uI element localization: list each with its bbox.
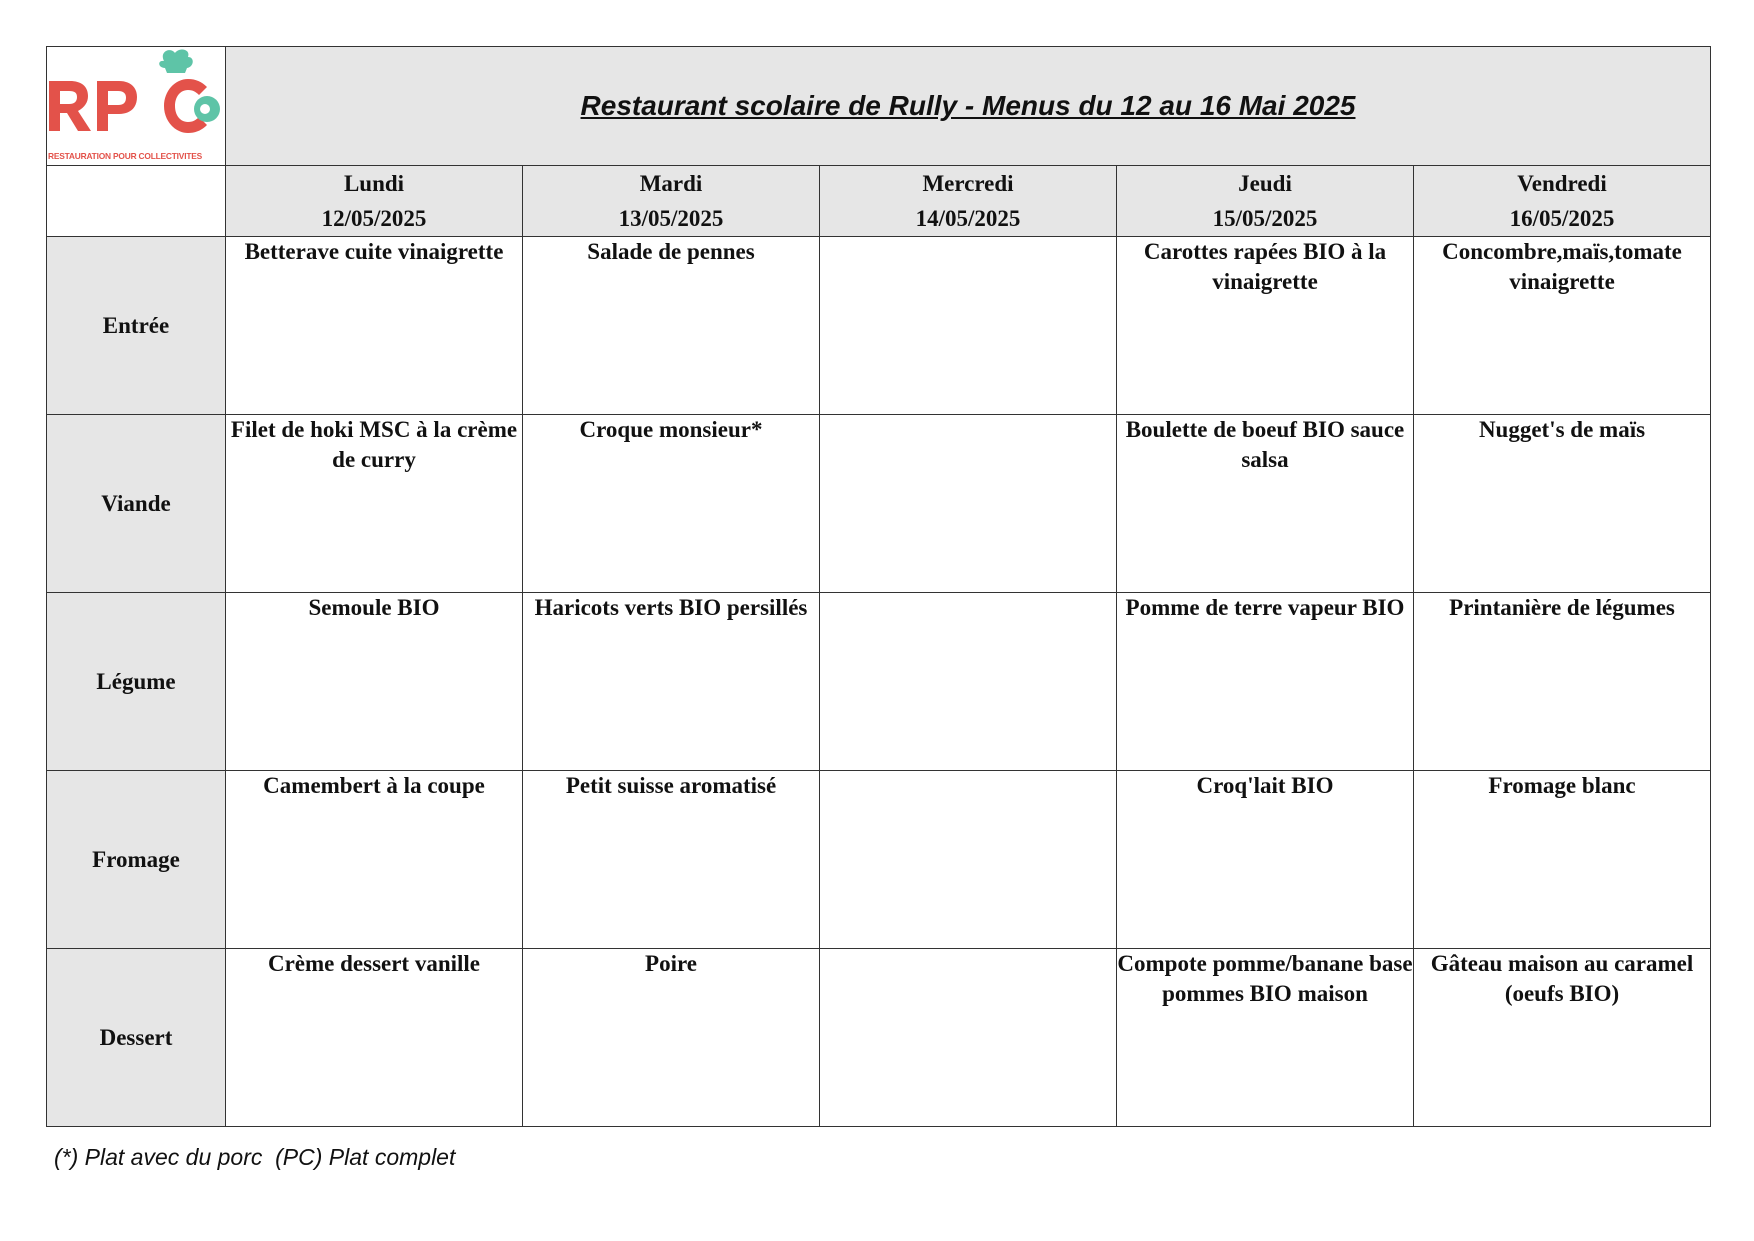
- course-label: Entrée: [47, 237, 226, 415]
- day-header-wednesday: [820, 166, 1117, 237]
- dish-cell: Boulette de boeuf BIO sauce salsa: [1117, 415, 1414, 593]
- day-name: Vendredi: [1517, 171, 1607, 196]
- dish-cell: Salade de pennes: [523, 237, 820, 415]
- day-date: 13/05/2025: [618, 206, 724, 231]
- dish-cell: Betterave cuite vinaigrette: [226, 237, 523, 415]
- dish-cell: Crème dessert vanille: [226, 949, 523, 1127]
- logo-subtitle: RESTAURATION POUR COLLECTIVITES: [48, 151, 203, 161]
- course-label: Fromage: [47, 771, 226, 949]
- day-date: 14/05/2025: [915, 206, 1021, 231]
- dish-cell: Petit suisse aromatisé: [523, 771, 820, 949]
- day-name: Lundi: [343, 171, 405, 196]
- dish-cell: Semoule BIO: [226, 593, 523, 771]
- dish-cell: Compote pomme/banane base pommes BIO maison: [1117, 949, 1414, 1127]
- day-name: Mercredi: [922, 171, 1014, 196]
- course-label: Viande: [47, 415, 226, 593]
- dish-cell: [820, 237, 1117, 415]
- dish-cell: Nugget's de maïs: [1414, 415, 1711, 593]
- day-header-friday: [1414, 166, 1711, 237]
- dish-cell: Fromage blanc: [1414, 771, 1711, 949]
- course-row-legume: [47, 593, 1711, 771]
- chef-hat-icon: [159, 50, 193, 73]
- dish-cell: Printanière de légumes: [1414, 593, 1711, 771]
- day-header-monday: [226, 166, 523, 237]
- day-header-tuesday: [523, 166, 820, 237]
- dish-cell: [820, 949, 1117, 1127]
- day-date: 15/05/2025: [1212, 206, 1318, 231]
- day-header-thursday: [1117, 166, 1414, 237]
- dish-cell: [820, 415, 1117, 593]
- footnote: (*) Plat avec du porc (PC) Plat complet: [54, 1144, 456, 1170]
- menu-table: [46, 46, 1711, 1127]
- day-date: 16/05/2025: [1509, 206, 1615, 231]
- course-row-fromage: [47, 771, 1711, 949]
- dish-cell: Camembert à la coupe: [226, 771, 523, 949]
- day-name: Jeudi: [1238, 171, 1292, 196]
- dish-cell: Croque monsieur*: [523, 415, 820, 593]
- logo-cell: [47, 47, 226, 166]
- dish-cell: [820, 593, 1117, 771]
- rpc-logo-mark: [47, 47, 226, 151]
- day-name: Mardi: [639, 171, 703, 196]
- dish-cell: Filet de hoki MSC à la crème de curry: [226, 415, 523, 593]
- course-row-entree: [47, 237, 1711, 415]
- dish-cell: Carottes rapées BIO à la vinaigrette: [1117, 237, 1414, 415]
- course-label: Légume: [47, 593, 226, 771]
- dish-cell: Haricots verts BIO persillés: [523, 593, 820, 771]
- page-title: Restaurant scolaire de Rully - Menus du 12 au 16 Mai 2025: [226, 47, 1711, 166]
- dish-cell: Concombre,maïs,tomate vinaigrette: [1414, 237, 1711, 415]
- course-row-dessert: [47, 949, 1711, 1127]
- dish-cell: Croq'lait BIO: [1117, 771, 1414, 949]
- dish-cell: Poire: [523, 949, 820, 1127]
- corner-cell: [47, 166, 226, 237]
- dish-cell: Pomme de terre vapeur BIO: [1117, 593, 1414, 771]
- day-date: 12/05/2025: [321, 206, 427, 231]
- rpc-logo: [47, 47, 226, 166]
- dish-cell: [820, 771, 1117, 949]
- dish-cell: Gâteau maison au caramel (oeufs BIO): [1414, 949, 1711, 1127]
- course-label: Dessert: [47, 949, 226, 1127]
- menu-sheet: [46, 46, 1710, 1127]
- course-row-viande: [47, 415, 1711, 593]
